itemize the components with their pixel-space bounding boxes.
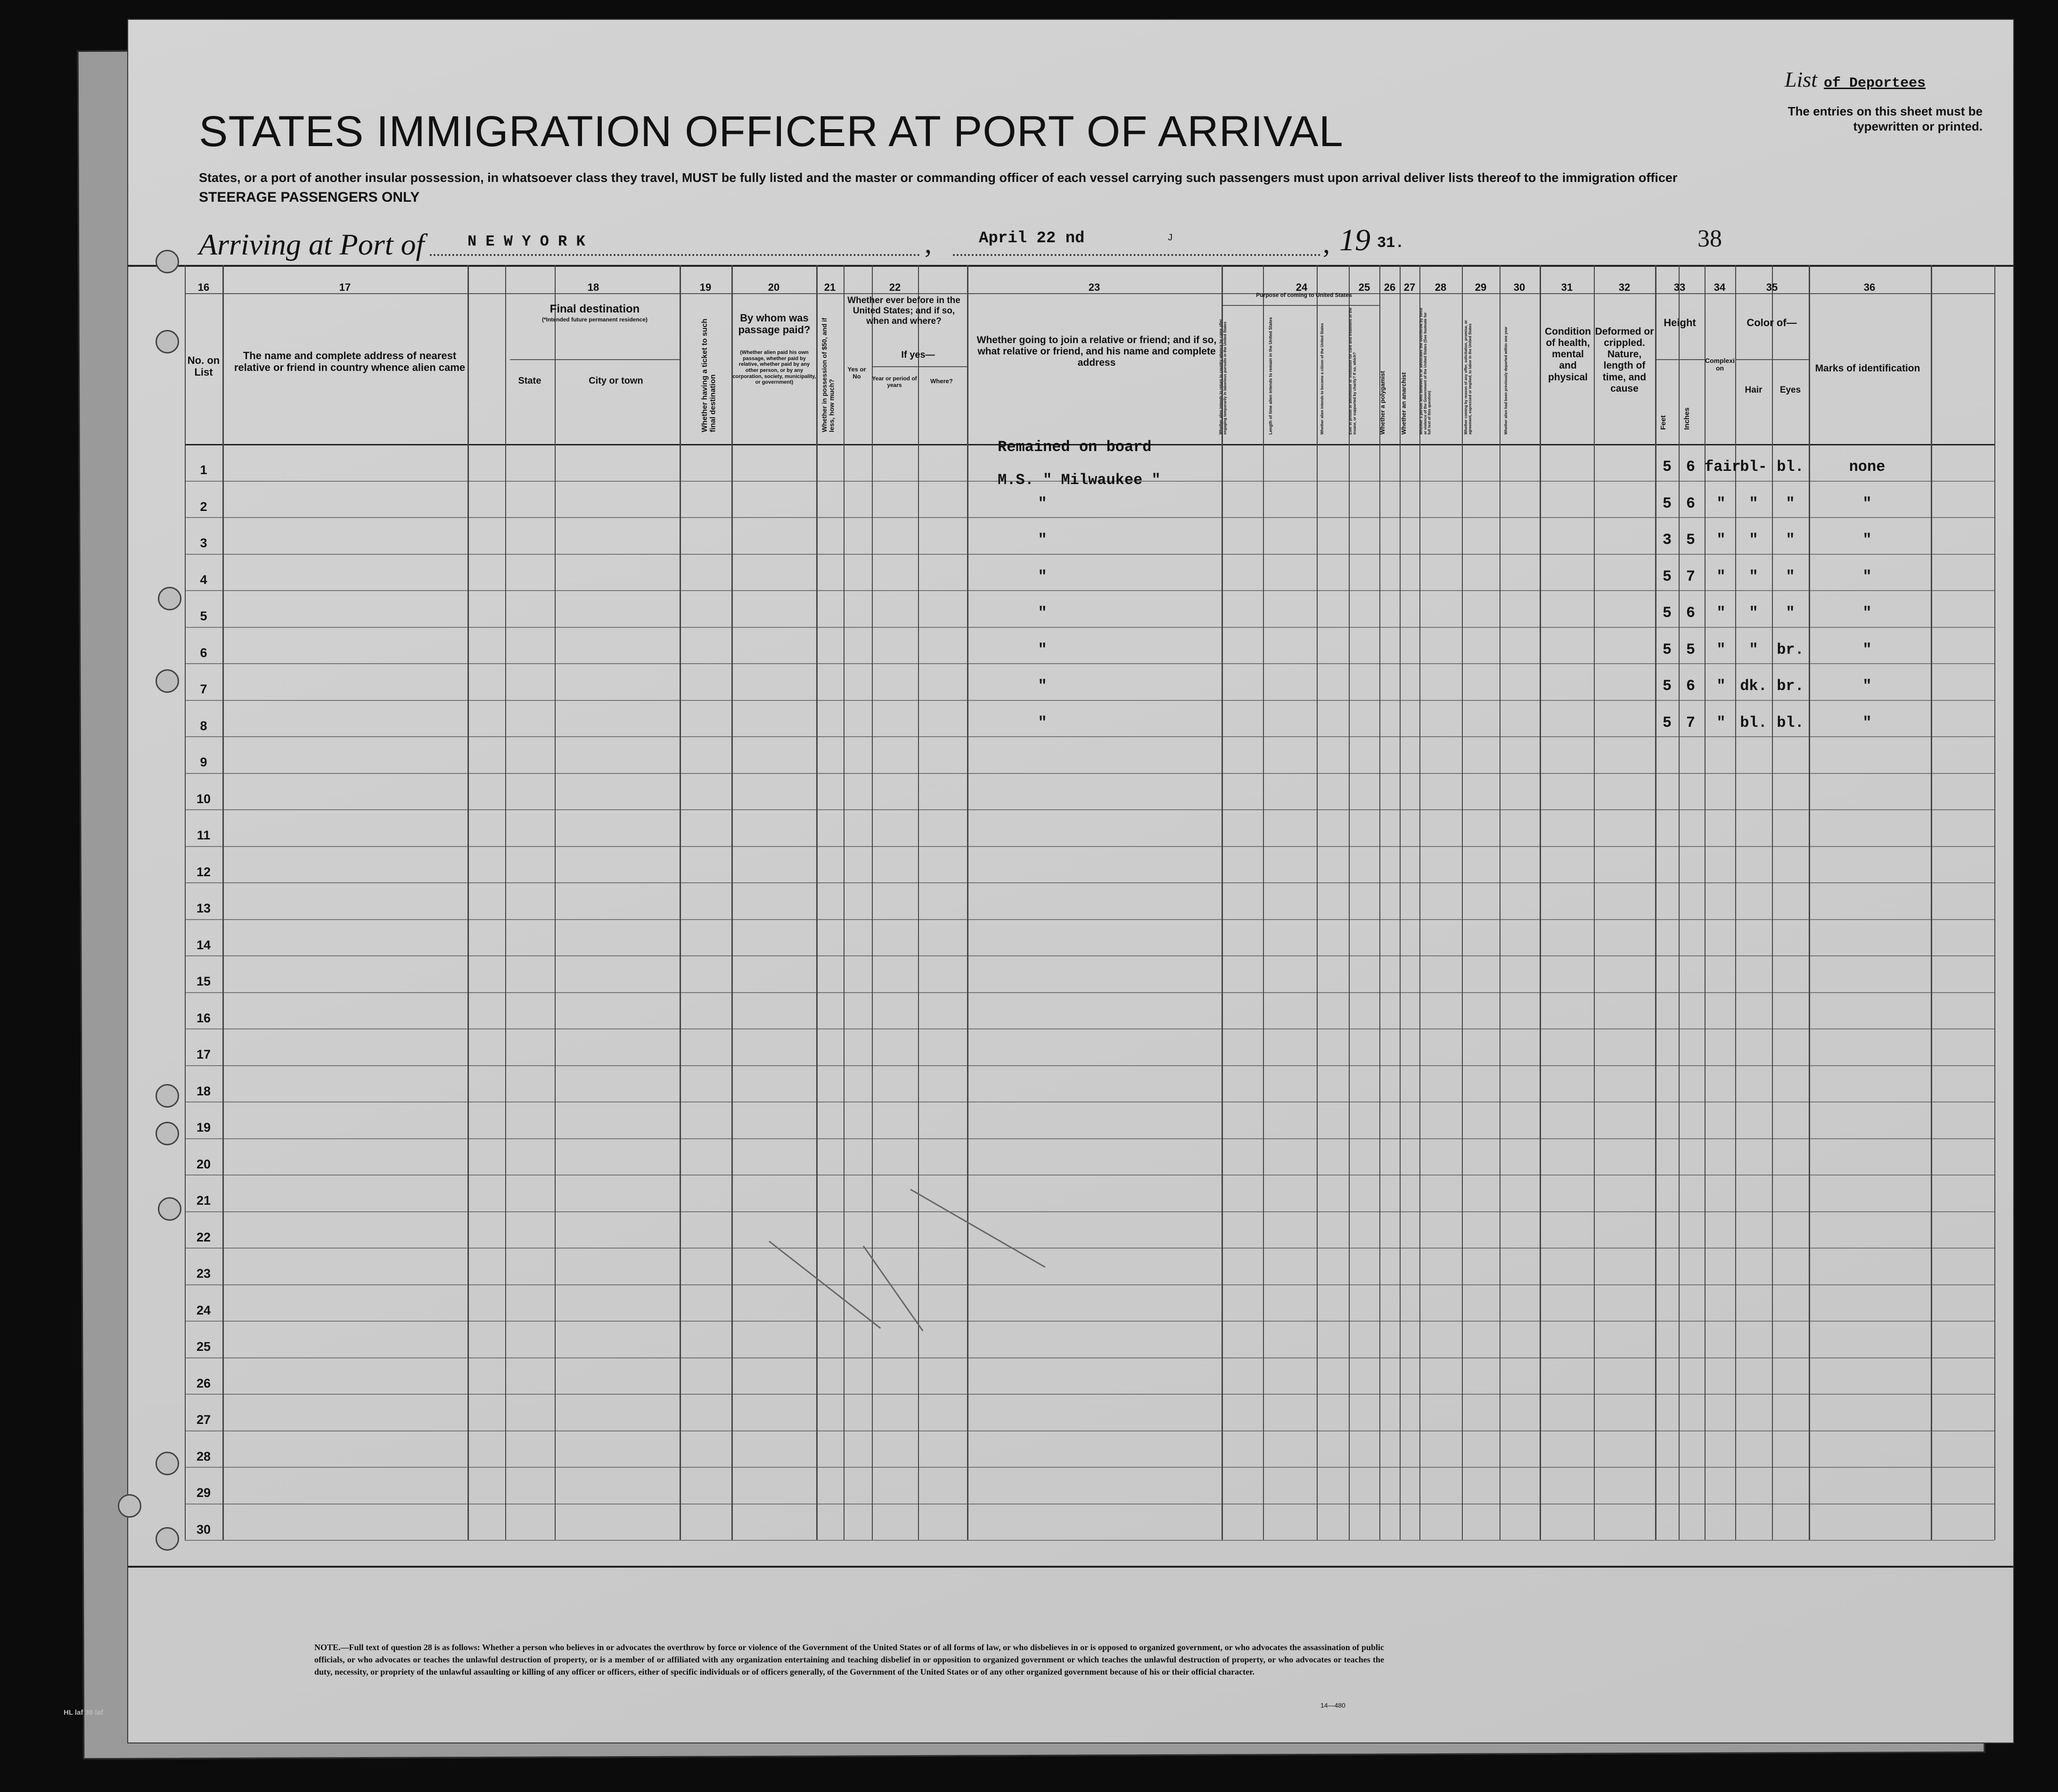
col20-subheader: (Whether alien paid his own passage, whether paid by relative, whether paid by any other person, or by any corporation, society, municipality, or government) [732, 350, 816, 386]
col24b-header: Length of time alien intends to remain in the United States [1268, 317, 1273, 435]
col34-header: Complexion [1705, 357, 1735, 372]
height-inches-cell: 5 [1686, 641, 1696, 658]
row-rule [185, 554, 1994, 555]
height-feet-cell: 5 [1662, 458, 1672, 476]
column-rule [1222, 265, 1223, 1540]
year-value: 31. [1377, 234, 1404, 252]
complexion-cell: " [1716, 604, 1726, 622]
column-rule [1679, 265, 1680, 1540]
identification-marks-cell: " [1862, 494, 1872, 512]
entries-note: The entries on this sheet must be typewritten or printed. [1787, 104, 1983, 133]
column-rule [1809, 265, 1810, 1540]
column-rule [1931, 265, 1932, 1540]
column-rule [731, 265, 733, 1540]
column-rule [844, 265, 845, 1540]
row-rule [185, 590, 1994, 591]
col22-where-header: Where? [930, 378, 953, 385]
row-number: 3 [200, 536, 207, 550]
row-number: 14 [196, 937, 211, 952]
port-value: N E W Y O R K [467, 233, 585, 250]
column-rule [816, 265, 818, 1540]
row-number: 1 [200, 463, 207, 477]
row-number: 24 [196, 1303, 211, 1317]
row-number: 27 [196, 1413, 211, 1427]
col23-cell: " [1038, 494, 1047, 512]
eye-color-cell: " [1786, 567, 1795, 585]
height-feet-cell: 5 [1662, 677, 1672, 695]
column-rule [1379, 265, 1380, 1540]
height-feet-cell: 3 [1662, 531, 1672, 549]
identification-marks-cell: none [1849, 458, 1886, 476]
col22-year-header: Year or period of years [872, 375, 917, 388]
col21-header: Whether in possession of $50, and if less, how much? [820, 318, 836, 432]
binding-hole [156, 250, 179, 273]
col22-header: Whether ever before in the United States; and if so, when and where? [847, 296, 960, 326]
row-rule [185, 1357, 1994, 1358]
list-value: of Deportees [1824, 75, 1926, 91]
binding-hole [118, 1494, 141, 1518]
col23-cell: " [1038, 604, 1047, 622]
column-rule [918, 265, 919, 1540]
row-rule [185, 517, 1994, 518]
col35-header: Color of— [1746, 317, 1797, 329]
subheader-rule [1655, 359, 1705, 360]
column-rule [967, 265, 968, 1540]
row-number: 9 [200, 755, 207, 769]
col25-header: Ever in prison or almshouse or institution for care and treatment of the insane, or supported by charity? If so, which? [1348, 307, 1357, 435]
page-number: 38 [1697, 225, 1722, 252]
height-inches-cell: 7 [1686, 714, 1696, 732]
hair-color-cell: dk. [1740, 677, 1767, 695]
row-number: 21 [196, 1193, 211, 1208]
column-rule [872, 265, 873, 1540]
column-rule [1419, 265, 1420, 1540]
column-rule [467, 265, 469, 1540]
height-inches-cell: 6 [1686, 677, 1696, 695]
row-rule [185, 1284, 1994, 1285]
subheader-rule [510, 359, 680, 360]
hair-color-cell: " [1749, 567, 1758, 585]
eye-color-cell: " [1786, 531, 1795, 549]
row-rule [185, 992, 1994, 993]
col18-header: Final destination [549, 303, 640, 315]
column-rule [1317, 265, 1318, 1540]
row-rule [185, 700, 1994, 701]
height-inches-cell: 6 [1686, 494, 1696, 512]
row-rule [185, 809, 1994, 810]
binding-hole [158, 1197, 181, 1221]
row-number: 13 [196, 901, 211, 915]
row-number: 19 [196, 1120, 211, 1134]
row-rule [185, 1248, 1994, 1249]
row-rule [185, 1138, 1994, 1139]
identification-marks-cell: " [1862, 567, 1872, 585]
height-inches-cell: 5 [1686, 531, 1696, 549]
footnote: NOTE.—Full text of question 28 is as follows: Whether a person who believes in or advocates the overthrow by force or violence of the Government of the United States or of all forms of law, or who disbelieves in or is opposed to organized government, or who advocates the assassination of public officials, or who advocates or teaches the unlawful destruction of property, or is a member of or affiliated with any organization entertaining and teaching disbelief in or opposition to organized government or which teaches the unlawful destruction of property, or who advocates or teaches the duty, necessity, or propriety of the unlawful assaulting or killing of any officer or officers, either of specific individuals or of officers generally, of the Government of the United States or of any other organized government because of his or their official character. [314, 1643, 1384, 1677]
col23-cell: " [1038, 677, 1047, 695]
complexion-cell: " [1716, 494, 1726, 512]
column-rule [1994, 265, 1995, 1540]
column-rule [555, 265, 556, 1540]
row-rule [185, 663, 1994, 664]
row-number: 7 [200, 682, 207, 696]
column-number: 19 [699, 281, 712, 293]
column-number: 23 [1088, 281, 1100, 293]
eye-color-cell: bl. [1777, 458, 1804, 476]
row-rule [185, 1028, 1994, 1029]
row-rule [185, 1430, 1994, 1431]
hair-color-cell: " [1749, 641, 1758, 658]
row-number: 15 [196, 974, 211, 988]
col35-eyes-header: Eyes [1779, 385, 1801, 395]
row-rule [185, 919, 1994, 920]
column-number: 29 [1475, 281, 1487, 293]
column-number: 35 [1766, 281, 1778, 293]
col23-cell: " [1038, 567, 1047, 585]
port-dotted-line [430, 254, 920, 256]
row-number: 11 [197, 828, 211, 842]
row-rule [185, 1065, 1994, 1066]
col23-header: Whether going to join a relative or friend; and if so, what relative or friend, and his name and complete address [976, 335, 1217, 369]
row-rule [185, 1211, 1994, 1212]
row-number: 29 [196, 1486, 211, 1500]
col18-subheader: (*Intended future permanent residence) [541, 316, 648, 323]
identification-marks-cell: " [1862, 677, 1872, 695]
column-rule [1594, 265, 1595, 1540]
hair-color-cell: bl- [1740, 458, 1767, 476]
row-rule [185, 846, 1994, 847]
column-rule [1772, 265, 1773, 1540]
hair-color-cell: bl. [1740, 714, 1767, 732]
column-number: 34 [1714, 281, 1726, 293]
col35-hair-header: Hair [1745, 385, 1763, 395]
column-number: 20 [768, 281, 780, 293]
row-number: 12 [196, 864, 211, 879]
column-number: 24 [1295, 281, 1308, 293]
column-rule [555, 359, 556, 444]
col29-header: Whether coming by reason of any offer, solicitation, promise, or agreement, expressed or implied, to labor in the United States [1464, 320, 1472, 435]
col23-cell: " [1038, 531, 1047, 549]
row-number: 8 [200, 718, 207, 733]
row-number: 25 [196, 1340, 211, 1354]
column-rule [1540, 265, 1541, 1540]
binding-hole [156, 330, 179, 353]
row-rule [185, 773, 1994, 774]
binding-hole [156, 669, 179, 693]
row-rule [185, 882, 1994, 883]
col22-ifyes-header: If yes— [901, 350, 935, 360]
height-inches-cell: 6 [1686, 604, 1696, 622]
row-rule [185, 1467, 1994, 1468]
row-number: 16 [196, 1011, 211, 1025]
col18-state-header: State [518, 376, 541, 386]
identification-marks-cell: " [1862, 714, 1872, 732]
column-number: 21 [824, 281, 836, 293]
remark-line-1: Remained on board [998, 438, 1152, 456]
row-number: 22 [196, 1230, 211, 1244]
hair-color-cell: " [1749, 604, 1758, 622]
height-inches-cell: 6 [1686, 458, 1696, 476]
row-number: 4 [200, 572, 207, 587]
row-number: 6 [200, 645, 207, 660]
column-rule [222, 265, 224, 1540]
col23-cell: " [1038, 714, 1047, 732]
height-inches-cell: 7 [1686, 567, 1696, 585]
col30-header: Whether alien had been previously deported within one year [1504, 327, 1508, 435]
column-number: 28 [1435, 281, 1447, 293]
row-number: 5 [200, 609, 207, 623]
col24a-header: Whether alien intends to return to country whence he came after engaging temporarily in laborious pursuits in the United States [1219, 319, 1227, 435]
column-number: 31 [1561, 281, 1573, 293]
column-number: 22 [889, 281, 901, 293]
complexion-cell: " [1716, 714, 1726, 732]
column-rule [680, 265, 681, 1540]
row-number: 2 [200, 499, 207, 514]
col33-header: Height [1664, 317, 1696, 329]
row-number: 26 [196, 1376, 211, 1390]
remark-line-2: M.S. " Milwaukee " [998, 471, 1161, 489]
identification-marks-cell: " [1862, 604, 1872, 622]
row-number: 10 [196, 791, 211, 806]
eye-color-cell: br. [1777, 677, 1804, 695]
row-number: 23 [196, 1266, 211, 1281]
col26-header: Whether a polygamist [1379, 370, 1386, 435]
eye-color-cell: " [1786, 494, 1795, 512]
row-rule [185, 1321, 1994, 1322]
column-rule [1655, 265, 1656, 1540]
instruction-text: States, or a port of another insular possession, in whatsoever class they travel, MUST be fully listed and the master or commanding officer of each vessel carrying such passengers must upon arrival deliver lists thereof to the immigration officer [199, 171, 1678, 185]
column-number: 36 [1863, 281, 1876, 293]
row-number: 28 [196, 1449, 211, 1463]
column-rule [1349, 265, 1350, 1540]
height-feet-cell: 5 [1662, 494, 1672, 512]
date-dotted-line [953, 254, 1320, 256]
arriving-label: Arriving at Port of [199, 228, 425, 261]
eye-color-cell: bl. [1777, 714, 1804, 732]
list-heading [1785, 67, 1926, 92]
column-number: 26 [1384, 281, 1396, 293]
column-number: 32 [1618, 281, 1631, 293]
row-rule [185, 1540, 1994, 1541]
column-number: 17 [339, 281, 351, 293]
row-rule [185, 1394, 1994, 1395]
form-number: 14—480 [1320, 1702, 1345, 1709]
class-note: STEERAGE PASSENGERS ONLY [199, 189, 420, 205]
date-value: April 22 nd [979, 230, 1085, 247]
column-number: 25 [1358, 281, 1370, 293]
col20-header: By whom was passage paid? [738, 312, 811, 336]
binding-hole [158, 587, 181, 610]
row-rule [185, 736, 1994, 737]
col23-cell: " [1038, 641, 1047, 658]
col27-header: Whether an anarchist [1400, 372, 1407, 435]
subheader-rule [872, 366, 967, 367]
hair-color-cell: " [1749, 531, 1758, 549]
col33-feet-header: Feet [1659, 415, 1667, 430]
header-rule [128, 265, 2013, 267]
list-label: List [1785, 67, 1818, 91]
row-number: 17 [196, 1047, 211, 1061]
col28-header: Whether a person who believes in or advocates the overthrow by force or violence of the Government of the United States (See footnote for full text of this question) [1419, 308, 1432, 435]
column-number: 18 [587, 281, 599, 293]
binding-hole [156, 1527, 179, 1551]
page-title: STATES IMMIGRATION OFFICER AT PORT OF ARRIVAL [199, 107, 1344, 156]
col24c-header: Whether alien intends to become a citizen of the United States [1320, 323, 1324, 435]
height-feet-cell: 5 [1662, 604, 1672, 622]
date-mark: J [1167, 233, 1173, 244]
col31-header: Condition of health, mental and physical [1545, 326, 1591, 383]
row-rule [185, 955, 1994, 956]
footer-rule [128, 1566, 2013, 1568]
col24-header: Purpose of coming to United States [1256, 292, 1352, 298]
col18-city-header: City or town [589, 376, 643, 386]
column-rule [1400, 265, 1401, 1540]
column-rule [1263, 265, 1264, 1540]
manifest-sheet: STATES IMMIGRATION OFFICER AT PORT OF ARRIVAL States, or a port of another insular possession, in whatsoever class they travel, MUST be fully listed and the master or commanding officer of each vessel carrying such passengers must upon arrival deliver lists thereof to the immigration officer STEERAGE PASSENGERS ONLY List of Deportees The entries on this sheet must be typewritten or printed. Arriving at Port of N E W Y O R K , April 22 nd J , 19 31. 38 No. on List The name and complete address of nearest relative or friend in country whence alien came Final destination (*Intended future permanent residence) State City or town Whether having a ticket to such final destination By whom was passage paid? (Whether alien paid his own passage, whether paid by relative, whether paid by any other person, or by any corporation, society, municipality, or government) Whether in possession of $50, and if less, how much? Whether ever before in the United States; and if so, when and where? Yes or No If yes— Year or period of years Where? Whether going to join a relative or friend; and if so, what relative or friend, and his name and complete address Purpose of coming to United States Whether alien intends to return to country whence he came after engaging temporarily in laborious pursuits in the United States Length of time alien intends to remain in the United States Whether alien intends to become a citizen of the United States Ever in prison or almshouse or institution for care and treatment of the insane, or supported by charity? If so, which? Whether a polygamist Whether an anarchist Whether a person who believes in or advocates the overthrow by force or violence of the Government of the United States (See footnote for full text of this question) Whether coming by reason of any offer, solicitation, promise, or agreement, expressed or implied, to labor in the United States Whether alien had been previously deported within one year Condition of health, mental and physical Deformed or crippled. Nature, length of time, and cause Height Feet Inches Complexion Color of— Hair Eyes Marks of identification Remained on board M.S. " Milwaukee " 5 6 fair bl- bl. none " 5 6 " " " " " 3 5 " " " " " 5 7 " " " " " 5 6 " " " " " 5 5 " " br. " " 5 6 " dk. br. " " 5 7 " bl. bl. " NOTE.—Full text of question 28 is as follows: Whether a person who believes in or advocates the overthrow by force or violence of the Government of the United States or of all forms of law, or who disbelieves in or is opposed to organized government, or who advocates the assassination of public officials, or who advocates or teaches the unlawful destruction of property, or is a member of or affiliated with any organization entertaining and teaching disbelief in or opposition to organized government or which teaches the unlawful destruction of property, or who advocates or teaches the duty, necessity, or propriety of the unlawful assaulting or killing of any officer or officers, either of specific individuals or of officers generally, of the Government of the United States or of any other organized government because of his or their official character. 14—480 16 17 18 19 20 21 22 23 24 25 26 27 28 29 30 31 32 33 34 35 36 1 2 3 4 5 6 7 8 9 10 11 12 13 14 15 16 17 18 19 20 21 22 23 24 25 26 27 28 29 30 [127, 19, 2014, 1743]
pencil-mark [910, 1189, 1045, 1268]
eye-color-cell: br. [1777, 641, 1804, 658]
margin-stamp: HL laf 30 laf [64, 1709, 103, 1717]
complexion-cell: " [1716, 567, 1726, 585]
no-on-list-header: No. on List [187, 354, 220, 378]
column-rule [1462, 265, 1463, 1540]
height-feet-cell: 5 [1662, 714, 1672, 732]
complexion-cell: " [1716, 531, 1726, 549]
row-number: 18 [196, 1084, 211, 1098]
column-rule [505, 265, 506, 1540]
column-rule [1735, 265, 1736, 1540]
hair-color-cell: " [1749, 494, 1758, 512]
column-number: 33 [1673, 281, 1686, 293]
identification-marks-cell: " [1862, 531, 1872, 549]
column-number: 27 [1403, 281, 1416, 293]
column-number: 16 [197, 281, 210, 293]
col36-header: Marks of identification [1815, 363, 1920, 374]
col17-header: The name and complete address of nearest relative or friend in country whence alien came [234, 350, 466, 374]
binding-hole [156, 1452, 179, 1475]
binding-hole [156, 1122, 179, 1145]
complexion-cell: fair [1705, 458, 1741, 476]
column-number: 30 [1513, 281, 1525, 293]
identification-marks-cell: " [1862, 641, 1872, 658]
col22-yesno-header: Yes or No [847, 366, 866, 380]
row-number: 20 [196, 1157, 211, 1171]
row-rule [185, 627, 1994, 628]
col33-inches-header: Inches [1683, 407, 1691, 430]
row-number: 30 [196, 1522, 211, 1537]
year-prefix: 19 [1339, 223, 1370, 257]
subheader-rule [1222, 305, 1379, 306]
binding-hole [156, 1084, 179, 1108]
complexion-cell: " [1716, 677, 1726, 695]
complexion-cell: " [1716, 641, 1726, 658]
eye-color-cell: " [1786, 604, 1795, 622]
col19-header: Whether having a ticket to such final destination [701, 319, 717, 432]
col32-header: Deformed or crippled. Nature, length of time, and cause [1595, 326, 1654, 394]
height-feet-cell: 5 [1662, 641, 1672, 658]
height-feet-cell: 5 [1662, 567, 1672, 585]
